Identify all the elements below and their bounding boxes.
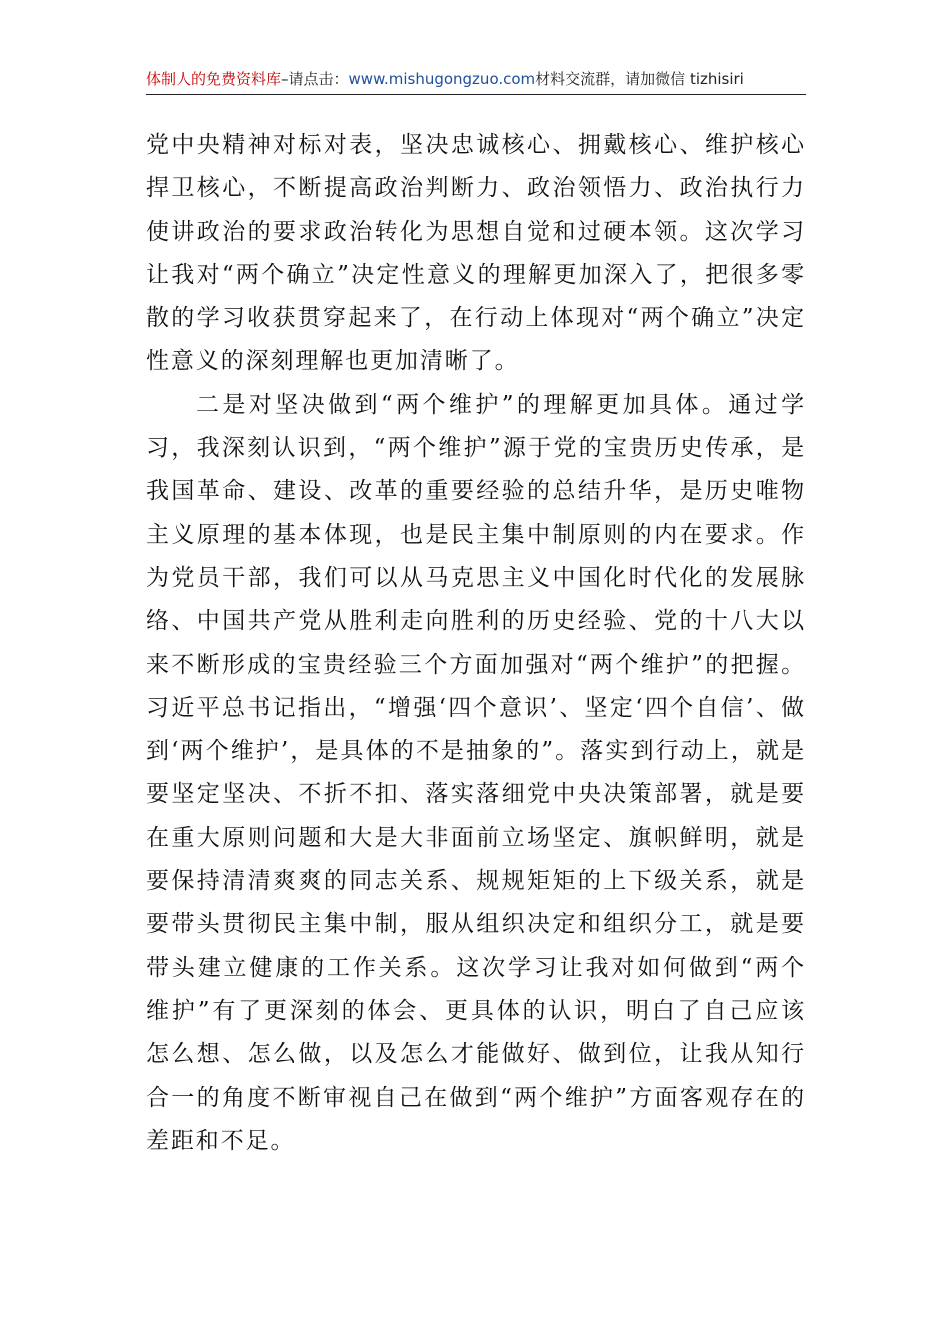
header-contact-note: 材料交流群，请加微信 tizhisiri	[535, 70, 744, 88]
header-brand: 体制人的免费资料库	[146, 70, 282, 88]
document-body	[146, 124, 806, 1163]
page-header	[146, 66, 806, 95]
header-prompt: –请点击：	[281, 70, 349, 88]
header-website-link[interactable]: www.mishugongzuo.com	[348, 70, 536, 88]
paragraph-two-safeguards: 二是对坚决做到“两个维护”的理解更加具体。通过学习，我深刻认识到，“两个维护”源于党的宝贵历史传承，是我国革命、建设、改革的重要经验的总结升华，是历史唯物主义原理的基本体现，也是民主集中制原则的内在要求。作为党员干部，我们可以从马克思主义中国化时代化的发展脉络、中国共产党从胜利走向胜利的历史经验、党的十八大以来不断形成的宝贵经验三个方面加强对“两个维护”的把握。习近平总书记指出，“增强‘四个意识’、坚定‘四个自信’、做到‘两个维护’，是具体的不是抽象的”。落实到行动上，就是要坚定坚决、不折不扣、落实落细党中央决策部署，就是要在重大原则问题和大是大非面前立场坚定、旗帜鲜明，就是要保持清清爽爽的同志关系、规规矩矩的上下级关系，就是要带头贯彻民主集中制，服从组织决定和组织分工，就是要带头建立健康的工作关系。这次学习让我对如何做到“两个维护”有了更深刻的体会、更具体的认识，明白了自己应该怎么想、怎么做，以及怎么才能做好、做到位，让我从知行合一的角度不断审视自己在做到“两个维护”方面客观存在的差距和不足。	[146, 391, 806, 1154]
paragraph-continued: 党中央精神对标对表，坚决忠诚核心、拥戴核心、维护核心捍卫核心，不断提高政治判断力、政治领悟力、政治执行力使讲政治的要求政治转化为思想自觉和过硬本领。这次学习让我对“两个确立”决定性意义的理解更加深入了，把很多零散的学习收获贯穿起来了，在行动上体现对“两个确立”决定性意义的深刻理解也更加清晰了。	[146, 132, 806, 375]
